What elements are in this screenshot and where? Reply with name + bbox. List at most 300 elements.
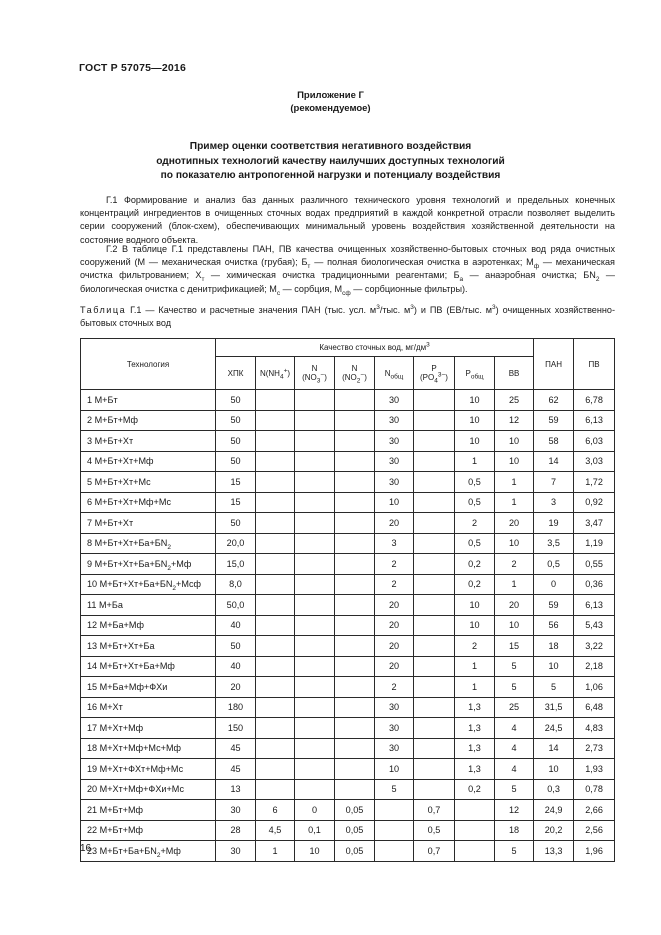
cell-technology: 20 М+Хт+Мф+ФХи+Мс — [81, 779, 216, 800]
cell-xpk: 50 — [216, 451, 256, 472]
cell-ntot — [375, 800, 414, 821]
cell-xpk: 15 — [216, 472, 256, 493]
cell-ntot: 20 — [375, 513, 414, 534]
cell-xpk: 50 — [216, 390, 256, 411]
cell-pv: 0,92 — [574, 492, 615, 513]
cell-pan: 13,3 — [534, 841, 574, 862]
cell-ntot: 30 — [375, 410, 414, 431]
cell-pv: 3,03 — [574, 451, 615, 472]
cell-no2 — [335, 636, 375, 657]
cell-pan: 3 — [534, 492, 574, 513]
title-line-3: по показателю антропогенной нагрузки и потенциалу воздействия — [160, 170, 501, 181]
cell-nh4 — [256, 636, 295, 657]
cell-ntot: 5 — [375, 779, 414, 800]
cell-pv: 6,13 — [574, 595, 615, 616]
cell-pan: 31,5 — [534, 697, 574, 718]
cell-po4 — [414, 677, 455, 698]
cell-ntot — [375, 820, 414, 841]
cell-po4: 0,7 — [414, 841, 455, 862]
table-row — [81, 472, 615, 493]
cell-pv: 6,13 — [574, 410, 615, 431]
cell-pan: 10 — [534, 656, 574, 677]
cell-pan: 58 — [534, 431, 574, 452]
col-header-no2: N $(NO_2^-)$ — [335, 357, 375, 390]
cell-ptot: 10 — [455, 410, 495, 431]
cell-po4 — [414, 759, 455, 780]
cell-technology: 23 $М+Бт+Ба+БN_2+Мф$ — [81, 841, 216, 862]
cell-pv: 2,18 — [574, 656, 615, 677]
cell-no3 — [295, 615, 335, 636]
cell-xpk: 50 — [216, 410, 256, 431]
cell-technology: 8 $М+Бт+Хт+Ба+БN_2$ — [81, 533, 216, 554]
cell-no3 — [295, 472, 335, 493]
cell-ptot: 1 — [455, 677, 495, 698]
cell-po4 — [414, 738, 455, 759]
cell-pv: 1,96 — [574, 841, 615, 862]
cell-vv: 15 — [495, 636, 534, 657]
cell-no3 — [295, 574, 335, 595]
table-row — [81, 697, 615, 718]
cell-pan: 7 — [534, 472, 574, 493]
paragraph-g1 — [80, 194, 615, 247]
table-row — [81, 677, 615, 698]
cell-xpk: 20 — [216, 677, 256, 698]
cell-no3 — [295, 492, 335, 513]
cell-ntot: 10 — [375, 759, 414, 780]
table-row — [81, 718, 615, 739]
cell-ptot: 10 — [455, 390, 495, 411]
cell-vv: 1 — [495, 574, 534, 595]
table-caption: Таблица Г.1 — Качество и расчетные значения ПАН (тыс. усл. $м^3$/тыс. $м^3$) и ПВ (ЕВ/тыс. $м^3$) очищенных хозяйственно-бытовых сточных вод — [80, 303, 615, 329]
cell-no3 — [295, 718, 335, 739]
cell-pv: 1,06 — [574, 677, 615, 698]
cell-nh4 — [256, 390, 295, 411]
cell-nh4: 4,5 — [256, 820, 295, 841]
cell-pan: 56 — [534, 615, 574, 636]
col-header-pv: ПВ — [574, 339, 615, 390]
cell-ptot: 0,5 — [455, 472, 495, 493]
cell-ptot: 0,2 — [455, 554, 495, 575]
cell-ptot — [455, 800, 495, 821]
cell-nh4 — [256, 451, 295, 472]
cell-vv: 10 — [495, 615, 534, 636]
cell-vv: 4 — [495, 759, 534, 780]
cell-ntot: 30 — [375, 431, 414, 452]
table-row — [81, 431, 615, 452]
cell-no3 — [295, 779, 335, 800]
col-header-pan: ПАН — [534, 339, 574, 390]
cell-technology: 1 М+Бт — [81, 390, 216, 411]
cell-nh4 — [256, 513, 295, 534]
cell-no2 — [335, 554, 375, 575]
cell-pan: 59 — [534, 410, 574, 431]
cell-vv: 2 — [495, 554, 534, 575]
cell-technology: 12 М+Ба+Мф — [81, 615, 216, 636]
cell-po4 — [414, 492, 455, 513]
cell-technology: 4 М+Бт+Хт+Мф — [81, 451, 216, 472]
cell-technology: 10 $М+Бт+Хт+Ба+БN_2+Мсф$ — [81, 574, 216, 595]
cell-vv: 4 — [495, 738, 534, 759]
cell-ptot: 1,3 — [455, 718, 495, 739]
cell-no3 — [295, 595, 335, 616]
cell-po4 — [414, 595, 455, 616]
cell-no2 — [335, 615, 375, 636]
cell-ntot: 20 — [375, 595, 414, 616]
cell-ntot: 30 — [375, 718, 414, 739]
cell-ntot: 20 — [375, 615, 414, 636]
cell-ptot: 2 — [455, 513, 495, 534]
cell-no3 — [295, 533, 335, 554]
cell-no2 — [335, 513, 375, 534]
cell-no3 — [295, 738, 335, 759]
document-code: ГОСТ Р 57075—2016 — [79, 62, 187, 74]
cell-no2: 0,05 — [335, 800, 375, 821]
cell-pan: 18 — [534, 636, 574, 657]
cell-technology: 18 М+Хт+Мф+Мс+Мф — [81, 738, 216, 759]
cell-pv: 2,66 — [574, 800, 615, 821]
table-row — [81, 759, 615, 780]
cell-pv: 0,78 — [574, 779, 615, 800]
page-number: 16 — [80, 843, 92, 854]
cell-no2 — [335, 718, 375, 739]
cell-nh4 — [256, 410, 295, 431]
cell-no2 — [335, 533, 375, 554]
cell-vv: 1 — [495, 492, 534, 513]
cell-pan: 14 — [534, 451, 574, 472]
cell-pan: 0,5 — [534, 554, 574, 575]
col-header-vv: ВВ — [495, 357, 534, 390]
cell-vv: 10 — [495, 451, 534, 472]
table-row — [81, 492, 615, 513]
cell-technology: 13 М+Бт+Хт+Ба — [81, 636, 216, 657]
cell-ptot: 0,5 — [455, 533, 495, 554]
cell-ptot: 10 — [455, 615, 495, 636]
cell-po4 — [414, 410, 455, 431]
cell-xpk: 45 — [216, 759, 256, 780]
cell-no2: 0,05 — [335, 820, 375, 841]
cell-no3 — [295, 390, 335, 411]
cell-po4 — [414, 636, 455, 657]
cell-nh4 — [256, 759, 295, 780]
cell-ptot — [455, 841, 495, 862]
cell-no3 — [295, 513, 335, 534]
cell-vv: 25 — [495, 390, 534, 411]
cell-xpk: 45 — [216, 738, 256, 759]
cell-no2: 0,05 — [335, 841, 375, 862]
cell-xpk: 30 — [216, 841, 256, 862]
col-header-technology: Технология — [81, 339, 216, 390]
cell-technology: 3 М+Бт+Хт — [81, 431, 216, 452]
cell-pan: 19 — [534, 513, 574, 534]
cell-no2 — [335, 574, 375, 595]
cell-no2 — [335, 472, 375, 493]
table-row — [81, 820, 615, 841]
cell-nh4 — [256, 472, 295, 493]
table-body — [81, 390, 615, 862]
cell-pan: 0,3 — [534, 779, 574, 800]
cell-pv: 0,55 — [574, 554, 615, 575]
cell-pv: 2,73 — [574, 738, 615, 759]
cell-ptot: 10 — [455, 595, 495, 616]
cell-vv: 12 — [495, 800, 534, 821]
cell-nh4 — [256, 718, 295, 739]
cell-pv: 1,93 — [574, 759, 615, 780]
cell-xpk: 50 — [216, 431, 256, 452]
cell-no3 — [295, 636, 335, 657]
cell-nh4 — [256, 677, 295, 698]
cell-po4 — [414, 472, 455, 493]
paragraph-g1-text: Г.1 Формирование и анализ баз данных различного технического уровня технологий и предельных конечных концентраций ингредиентов в очищенных сточных водах предприятий в каждой конкретной отрасли позволяет выделить серии сооружений (блок-схем), обеспечивающих минимальный уровень воздействия хозяйственной деятельности на состояние водного объекта. — [80, 195, 615, 245]
col-header-quality: Качество сточных вод, $мг/дм^3$ — [216, 339, 534, 357]
table-row — [81, 800, 615, 821]
cell-vv: 5 — [495, 841, 534, 862]
table-row — [81, 574, 615, 595]
cell-pan: 59 — [534, 595, 574, 616]
cell-pan: 10 — [534, 759, 574, 780]
table-row — [81, 841, 615, 862]
cell-xpk: 30 — [216, 800, 256, 821]
cell-no3 — [295, 554, 335, 575]
title-line-2: однотипных технологий качеству наилучших доступных технологий — [156, 156, 505, 167]
cell-no2 — [335, 677, 375, 698]
cell-nh4: 1 — [256, 841, 295, 862]
cell-xpk: 150 — [216, 718, 256, 739]
cell-pan: 0 — [534, 574, 574, 595]
cell-ptot: 1 — [455, 451, 495, 472]
cell-ptot: 1,3 — [455, 697, 495, 718]
cell-ntot: 30 — [375, 390, 414, 411]
table-row — [81, 595, 615, 616]
cell-ptot: 1 — [455, 656, 495, 677]
cell-ntot: 3 — [375, 533, 414, 554]
cell-vv: 5 — [495, 656, 534, 677]
cell-no2 — [335, 697, 375, 718]
cell-pan: 24,5 — [534, 718, 574, 739]
cell-po4: 0,7 — [414, 800, 455, 821]
cell-vv: 12 — [495, 410, 534, 431]
table-row — [81, 738, 615, 759]
cell-nh4: 6 — [256, 800, 295, 821]
cell-xpk: 50,0 — [216, 595, 256, 616]
cell-vv: 4 — [495, 718, 534, 739]
table-row — [81, 636, 615, 657]
paragraph-g2 — [80, 243, 615, 296]
cell-vv: 18 — [495, 820, 534, 841]
cell-ptot: 10 — [455, 431, 495, 452]
cell-pv: 6,48 — [574, 697, 615, 718]
cell-pan: 62 — [534, 390, 574, 411]
cell-pan: 5 — [534, 677, 574, 698]
cell-xpk: 15 — [216, 492, 256, 513]
cell-vv: 1 — [495, 472, 534, 493]
cell-ntot: 20 — [375, 656, 414, 677]
cell-nh4 — [256, 574, 295, 595]
cell-no2 — [335, 656, 375, 677]
cell-ptot: 1,3 — [455, 759, 495, 780]
cell-ptot — [455, 820, 495, 841]
col-header-ptot: $P_{общ}$ — [455, 357, 495, 390]
cell-ntot: 2 — [375, 574, 414, 595]
cell-no3 — [295, 697, 335, 718]
cell-xpk: 180 — [216, 697, 256, 718]
cell-po4 — [414, 615, 455, 636]
cell-pan: 14 — [534, 738, 574, 759]
cell-xpk: 50 — [216, 513, 256, 534]
cell-no3 — [295, 410, 335, 431]
cell-vv: 20 — [495, 595, 534, 616]
cell-nh4 — [256, 554, 295, 575]
cell-no2 — [335, 451, 375, 472]
cell-pv: 2,56 — [574, 820, 615, 841]
table-row — [81, 779, 615, 800]
cell-ptot: 0,5 — [455, 492, 495, 513]
cell-ntot: 2 — [375, 677, 414, 698]
cell-po4 — [414, 574, 455, 595]
cell-xpk: 50 — [216, 636, 256, 657]
cell-xpk: 28 — [216, 820, 256, 841]
cell-ptot: 1,3 — [455, 738, 495, 759]
cell-technology: 11 М+Ба — [81, 595, 216, 616]
cell-no2 — [335, 595, 375, 616]
quality-table — [80, 338, 615, 862]
table-row — [81, 615, 615, 636]
cell-no2 — [335, 779, 375, 800]
cell-vv: 5 — [495, 779, 534, 800]
cell-nh4 — [256, 738, 295, 759]
cell-no3: 0 — [295, 800, 335, 821]
cell-nh4 — [256, 533, 295, 554]
col-header-no3: N $(NO_3^-)$ — [295, 357, 335, 390]
cell-po4 — [414, 533, 455, 554]
cell-pv: 3,47 — [574, 513, 615, 534]
cell-nh4 — [256, 779, 295, 800]
cell-po4 — [414, 451, 455, 472]
cell-po4 — [414, 697, 455, 718]
cell-no3 — [295, 431, 335, 452]
appendix-label: Приложение Г — [297, 90, 364, 101]
cell-xpk: 13 — [216, 779, 256, 800]
cell-technology: 15 М+Ба+Мф+ФХи — [81, 677, 216, 698]
cell-pan: 3,5 — [534, 533, 574, 554]
table-caption-word: Таблица — [80, 305, 127, 315]
col-header-xpk: ХПК — [216, 357, 256, 390]
cell-ntot: 30 — [375, 451, 414, 472]
col-header-ntot: $N_{общ}$ — [375, 357, 414, 390]
cell-po4 — [414, 390, 455, 411]
cell-technology: 5 М+Бт+Хт+Мс — [81, 472, 216, 493]
cell-no2 — [335, 759, 375, 780]
cell-ntot: 30 — [375, 697, 414, 718]
col-header-po4: P $(PO_4^{3-})$ — [414, 357, 455, 390]
cell-technology: 17 М+Хт+Мф — [81, 718, 216, 739]
cell-technology: 21 М+Бт+Мф — [81, 800, 216, 821]
cell-po4 — [414, 656, 455, 677]
cell-vv: 10 — [495, 431, 534, 452]
cell-technology: 2 М+Бт+Мф — [81, 410, 216, 431]
cell-vv: 20 — [495, 513, 534, 534]
cell-no3: 0,1 — [295, 820, 335, 841]
table-row — [81, 410, 615, 431]
title-line-1: Пример оценки соответствия негативного воздействия — [189, 141, 472, 152]
cell-nh4 — [256, 431, 295, 452]
cell-pv: 1,72 — [574, 472, 615, 493]
cell-ptot: 2 — [455, 636, 495, 657]
table-row — [81, 656, 615, 677]
cell-technology: 22 М+Бт+Мф — [81, 820, 216, 841]
cell-po4 — [414, 431, 455, 452]
cell-pv: 0,36 — [574, 574, 615, 595]
table-row — [81, 390, 615, 411]
cell-nh4 — [256, 615, 295, 636]
col-header-nh4: $N(NH_4^+)$ — [256, 357, 295, 390]
cell-xpk: 40 — [216, 615, 256, 636]
cell-nh4 — [256, 697, 295, 718]
cell-xpk: 8,0 — [216, 574, 256, 595]
cell-technology: 9 $М+Бт+Хт+Ба+БN_2+Мф$ — [81, 554, 216, 575]
cell-no3 — [295, 451, 335, 472]
cell-no2 — [335, 431, 375, 452]
cell-xpk: 20,0 — [216, 533, 256, 554]
cell-no3 — [295, 656, 335, 677]
cell-pan: 20,2 — [534, 820, 574, 841]
cell-xpk: 15,0 — [216, 554, 256, 575]
cell-ptot: 0,2 — [455, 574, 495, 595]
cell-ntot: 20 — [375, 636, 414, 657]
cell-technology: 7 М+Бт+Хт — [81, 513, 216, 534]
cell-pv: 6,03 — [574, 431, 615, 452]
cell-no2 — [335, 492, 375, 513]
cell-technology: 19 М+Хт+ФХт+Мф+Мс — [81, 759, 216, 780]
cell-ntot: 30 — [375, 472, 414, 493]
appendix-status: (рекомендуемое) — [290, 103, 371, 114]
cell-po4: 0,5 — [414, 820, 455, 841]
cell-pv: 6,78 — [574, 390, 615, 411]
paragraph-g2-text: Г.2 В таблице Г.1 представлены ПАН, ПВ качества очищенных хозяйственно-бытовых сточных вод ряда очистных сооружений (М — механическая очистка (грубая); $Б_т$ — полная биологическая очистка в аэротенках; $М_ф$ — механическая очистка фильтрованием; $Х_т$ — химическая очистка традиционными реагентами; $Б_а$ — анаэробная очистка; $БN_2$ — биологическая очистка с денитрификацией; $М_с$ — сорбция, $М_{сф}$ — сорбционные фильтры). — [80, 244, 616, 297]
cell-pv: 3,22 — [574, 636, 615, 657]
cell-vv: 5 — [495, 677, 534, 698]
cell-po4 — [414, 779, 455, 800]
cell-vv: 10 — [495, 533, 534, 554]
cell-ntot: 2 — [375, 554, 414, 575]
cell-pan: 24,9 — [534, 800, 574, 821]
cell-no2 — [335, 738, 375, 759]
cell-technology: 14 М+Бт+Хт+Ба+Мф — [81, 656, 216, 677]
cell-no3 — [295, 677, 335, 698]
cell-pv: 1,19 — [574, 533, 615, 554]
cell-no2 — [335, 410, 375, 431]
cell-po4 — [414, 718, 455, 739]
table-row — [81, 513, 615, 534]
cell-pv: 4,83 — [574, 718, 615, 739]
cell-po4 — [414, 554, 455, 575]
cell-nh4 — [256, 656, 295, 677]
cell-nh4 — [256, 595, 295, 616]
table-row — [81, 554, 615, 575]
table-row — [81, 533, 615, 554]
table-row — [81, 451, 615, 472]
cell-xpk: 40 — [216, 656, 256, 677]
cell-ntot: 10 — [375, 492, 414, 513]
cell-pv: 5,43 — [574, 615, 615, 636]
cell-ptot: 0,2 — [455, 779, 495, 800]
cell-no2 — [335, 390, 375, 411]
cell-nh4 — [256, 492, 295, 513]
cell-technology: 6 М+Бт+Хт+Мф+Мс — [81, 492, 216, 513]
cell-po4 — [414, 513, 455, 534]
cell-ntot: 30 — [375, 738, 414, 759]
cell-vv: 25 — [495, 697, 534, 718]
cell-no3: 10 — [295, 841, 335, 862]
